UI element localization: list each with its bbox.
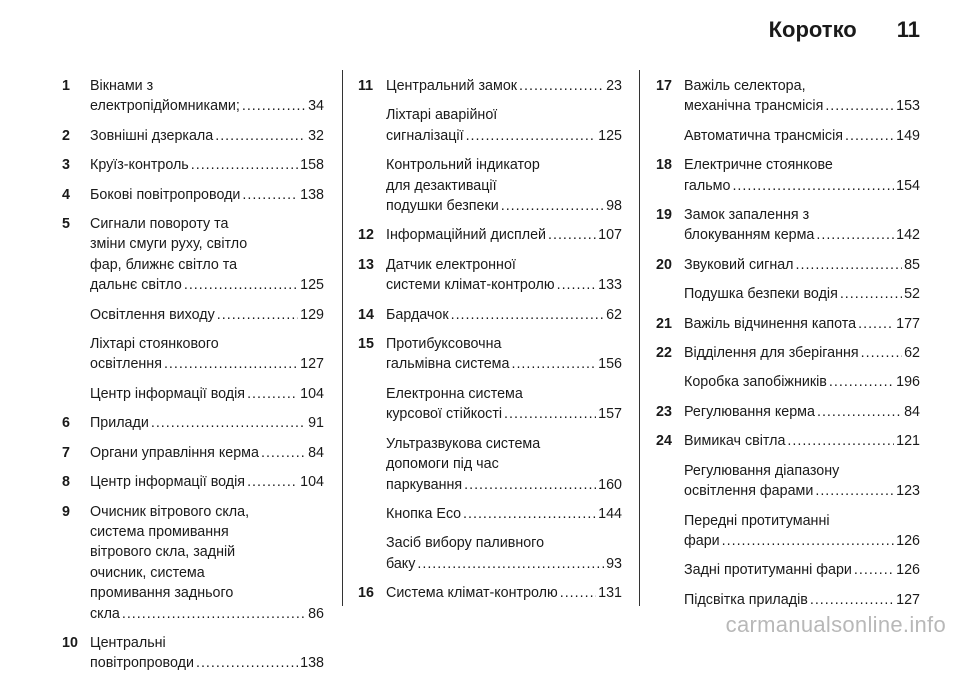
entry-label: Бокові повітропроводи	[90, 186, 241, 203]
entry-text-line: система промивання	[90, 523, 229, 540]
index-entry	[62, 443, 324, 463]
entry-reference-line	[684, 431, 920, 451]
index-entry	[62, 384, 324, 404]
index-entry	[358, 155, 622, 216]
page-reference[interactable]: 177	[896, 315, 920, 332]
entry-label: Органи управління керма	[90, 444, 259, 461]
index-entry	[358, 225, 622, 245]
dot-leader	[451, 305, 605, 325]
entry-label: курсової стійкості	[386, 406, 503, 423]
entry-reference-line	[90, 443, 324, 463]
page-reference[interactable]: 85	[904, 256, 920, 273]
watermark-text: carmanualsonline.info	[725, 612, 946, 637]
entry-text-line: допомоги під час	[386, 456, 499, 473]
index-entry	[62, 155, 324, 175]
page-reference[interactable]: 121	[896, 433, 920, 450]
entry-reference-line	[90, 275, 324, 295]
page-reference[interactable]: 125	[598, 127, 622, 144]
entry-text-line: Ліхтарі аварійної	[386, 107, 498, 124]
entry-reference-line	[684, 255, 920, 275]
column-divider	[639, 70, 640, 606]
page-reference[interactable]: 123	[896, 483, 920, 500]
entry-label: Кнопка Eco	[386, 505, 462, 522]
item-number: 22	[656, 345, 672, 362]
entry-text-line: Передні протитуманні	[684, 512, 830, 529]
entry-reference-line	[90, 472, 324, 492]
dot-leader	[810, 590, 894, 610]
item-number: 13	[358, 256, 374, 273]
index-entry	[656, 155, 920, 196]
page-reference[interactable]: 62	[904, 345, 920, 362]
page-reference[interactable]: 127	[300, 356, 324, 373]
dot-leader	[796, 255, 903, 275]
dot-leader	[261, 443, 306, 463]
dot-leader	[164, 354, 298, 374]
entry-reference-line	[90, 96, 324, 116]
page-reference[interactable]: 98	[606, 198, 622, 215]
entry-reference-line	[684, 372, 920, 392]
index-entry	[656, 284, 920, 304]
index-entry	[358, 305, 622, 325]
item-number: 6	[62, 415, 70, 432]
entry-text-line: Протибуксовочна	[386, 336, 502, 353]
entry-reference-line	[684, 225, 920, 245]
entry-label: Коробка запобіжників	[684, 374, 827, 391]
dot-leader	[854, 560, 894, 580]
dot-leader	[732, 176, 894, 196]
dot-leader	[151, 413, 306, 433]
entry-label: подушки безпеки	[386, 198, 499, 215]
index-entry	[62, 126, 324, 146]
item-number: 4	[62, 186, 70, 203]
entry-text-line: Замок запалення з	[684, 207, 810, 224]
page-reference[interactable]: 125	[300, 277, 324, 294]
entry-label: Автоматична трансмісія	[684, 127, 843, 144]
entry-reference-line	[386, 196, 622, 216]
index-entry	[656, 343, 920, 363]
entry-text-line: Регулювання діапазону	[684, 462, 840, 479]
entry-reference-line	[684, 560, 920, 580]
entry-label: скла	[90, 605, 120, 622]
index-entry	[358, 105, 622, 146]
page-reference[interactable]: 93	[606, 555, 622, 572]
entry-label: механічна трансмісія	[684, 98, 824, 115]
entry-label: Круїз-контроль	[90, 157, 189, 174]
entry-reference-line	[386, 475, 622, 495]
item-number: 20	[656, 256, 672, 273]
entry-reference-line	[386, 354, 622, 374]
entry-reference-line	[386, 404, 622, 424]
entry-text-line: Вікнами з	[90, 78, 154, 94]
entry-label: Освітлення виходу	[90, 306, 215, 323]
index-entry	[656, 560, 920, 580]
index-entry	[358, 255, 622, 296]
index-entry	[656, 255, 920, 275]
entry-label: Зовнішні дзеркала	[90, 127, 214, 144]
dot-leader	[548, 225, 596, 245]
entry-label: баку	[386, 555, 416, 572]
entry-reference-line	[684, 531, 920, 551]
entry-reference-line	[684, 481, 920, 501]
page-reference[interactable]: 104	[300, 385, 324, 402]
entry-label: гальмівна система	[386, 356, 510, 373]
entry-text-line: Електричне стоянкове	[684, 157, 833, 174]
entry-text-line: Центральні	[90, 634, 166, 651]
entry-text-line: Ультразвукова система	[386, 435, 541, 452]
page-reference[interactable]: 86	[308, 605, 324, 622]
index-entry	[358, 334, 622, 375]
page-reference[interactable]: 142	[896, 227, 920, 244]
dot-leader	[817, 402, 902, 422]
entry-label: паркування	[386, 476, 463, 493]
entry-label: Центр інформації водія	[90, 385, 246, 402]
entry-label: сигналізації	[386, 127, 464, 144]
entry-label: фари	[684, 532, 720, 549]
dot-leader	[722, 531, 894, 551]
entry-reference-line	[90, 185, 324, 205]
entry-label: Звуковий сигнал	[684, 256, 794, 273]
item-number: 9	[62, 503, 70, 520]
item-number: 5	[62, 216, 70, 233]
entry-label: Відділення для зберігання	[684, 345, 859, 362]
entry-text-line: Датчик електронної	[386, 256, 516, 273]
index-entry	[62, 472, 324, 492]
dot-leader	[519, 76, 604, 96]
dot-leader	[815, 481, 894, 501]
index-column-3	[656, 76, 920, 619]
entry-text-line: Засіб вибору паливного	[386, 535, 545, 552]
dot-leader	[242, 96, 306, 116]
entry-reference-line	[90, 653, 324, 673]
entry-reference-line	[386, 583, 622, 603]
page-header	[769, 17, 920, 43]
entry-text-line: Електронна система	[386, 385, 523, 402]
index-entry	[656, 590, 920, 610]
entry-label: Вимикач світла	[684, 433, 786, 450]
entry-text-line: Очисник вітрового скла,	[90, 503, 250, 520]
page-reference[interactable]: 52	[904, 286, 920, 303]
index-column-1	[62, 76, 324, 683]
page-reference[interactable]: 160	[598, 476, 622, 493]
entry-text-line: для дезактивації	[386, 177, 497, 194]
dot-leader	[504, 404, 596, 424]
page-reference[interactable]: 157	[598, 406, 622, 423]
entry-label: Важіль відчинення капота	[684, 315, 857, 332]
dot-leader	[825, 96, 894, 116]
index-entry	[656, 76, 920, 117]
entry-label: блокуванням керма	[684, 227, 815, 244]
index-entry	[656, 126, 920, 146]
index-entry	[656, 372, 920, 392]
index-entry	[62, 76, 324, 117]
item-number: 16	[358, 585, 374, 602]
item-number: 2	[62, 127, 70, 144]
entry-label: освітлення фарами	[684, 483, 814, 500]
dot-leader	[466, 126, 597, 146]
entry-label: Система клімат-контролю	[386, 585, 558, 602]
entry-text-line: Контрольний індикатор	[386, 157, 540, 174]
index-entry	[358, 384, 622, 425]
entry-text-line: Сигнали повороту та	[90, 216, 229, 233]
entry-label: Бардачок	[386, 306, 449, 323]
dot-leader	[217, 305, 298, 325]
page-reference[interactable]: 104	[300, 474, 324, 491]
entry-reference-line	[386, 76, 622, 96]
entry-reference-line	[386, 126, 622, 146]
page-reference[interactable]: 84	[904, 403, 920, 420]
page-reference[interactable]: 156	[598, 356, 622, 373]
entry-text-line: промивання заднього	[90, 585, 234, 602]
entry-reference-line	[386, 504, 622, 524]
dot-leader	[196, 653, 298, 673]
entry-reference-line	[90, 354, 324, 374]
entry-label: Прилади	[90, 415, 149, 432]
entry-reference-line	[684, 343, 920, 363]
dot-leader	[184, 275, 298, 295]
page-number: 11	[896, 17, 920, 42]
item-number: 19	[656, 207, 672, 224]
entry-label: системи клімат-контролю	[386, 277, 555, 294]
dot-leader	[861, 343, 902, 363]
entry-label: гальмо	[684, 177, 731, 194]
dot-leader	[511, 354, 596, 374]
entry-label: Задні протитуманні фари	[684, 562, 852, 579]
item-number: 23	[656, 403, 672, 420]
item-number: 7	[62, 444, 70, 461]
item-number: 1	[62, 78, 70, 94]
dot-leader	[560, 583, 596, 603]
entry-reference-line	[90, 384, 324, 404]
entry-reference-line	[684, 314, 920, 334]
entry-reference-line	[90, 305, 324, 325]
entry-label: Центр інформації водія	[90, 474, 246, 491]
dot-leader	[247, 384, 298, 404]
item-number: 18	[656, 157, 672, 174]
index-entry	[62, 214, 324, 296]
item-number: 15	[358, 336, 374, 353]
entry-reference-line	[684, 96, 920, 116]
entry-reference-line	[684, 176, 920, 196]
dot-leader	[858, 314, 894, 334]
entry-reference-line	[90, 155, 324, 175]
entry-label: Центральний замок	[386, 78, 518, 94]
dot-leader	[242, 185, 298, 205]
entry-label: освітлення	[90, 356, 162, 373]
item-number: 10	[62, 634, 78, 651]
index-entry	[656, 511, 920, 552]
index-entry	[656, 431, 920, 451]
entry-text-line: вітрового скла, задній	[90, 544, 236, 561]
index-entry	[358, 583, 622, 603]
item-number: 24	[656, 433, 672, 450]
entry-reference-line	[90, 126, 324, 146]
column-divider	[342, 70, 343, 606]
index-entry	[358, 76, 622, 96]
entry-reference-line	[90, 604, 324, 624]
entry-text-line: фар, ближнє світло та	[90, 256, 238, 273]
entry-text-line: Ліхтарі стоянкового	[90, 336, 219, 353]
entry-reference-line	[684, 284, 920, 304]
entry-text-line: зміни смуги руху, світло	[90, 236, 248, 253]
index-entry	[656, 461, 920, 502]
index-entry	[656, 314, 920, 334]
entry-text-line: очисник, система	[90, 564, 205, 581]
dot-leader	[417, 554, 604, 574]
dot-leader	[816, 225, 894, 245]
dot-leader	[464, 475, 596, 495]
index-entry	[62, 413, 324, 433]
chapter-title: Коротко	[768, 17, 857, 42]
entry-reference-line	[386, 225, 622, 245]
dot-leader	[463, 504, 596, 524]
entry-reference-line	[684, 402, 920, 422]
entry-reference-line	[386, 554, 622, 574]
entry-reference-line	[684, 126, 920, 146]
page-reference[interactable]: 23	[606, 78, 622, 94]
page-reference[interactable]: 62	[606, 306, 622, 323]
entry-label: Регулювання керма	[684, 403, 815, 420]
entry-text-line: Важіль селектора,	[684, 78, 806, 94]
index-column-2	[358, 76, 622, 613]
page-reference[interactable]: 129	[300, 306, 324, 323]
page-reference[interactable]: 158	[300, 157, 324, 174]
page-reference[interactable]: 34	[308, 98, 324, 115]
item-number: 21	[656, 315, 672, 332]
entry-reference-line	[386, 275, 622, 295]
item-number: 8	[62, 474, 70, 491]
dot-leader	[191, 155, 298, 175]
entry-reference-line	[90, 413, 324, 433]
item-number: 12	[358, 227, 374, 244]
item-number: 17	[656, 78, 672, 94]
entry-label: повітропроводи	[90, 655, 194, 672]
entry-label: електропідйомниками;	[90, 98, 240, 115]
page-reference[interactable]: 32	[308, 127, 324, 144]
dot-leader	[501, 196, 604, 216]
index-entry	[62, 185, 324, 205]
dot-leader	[557, 275, 597, 295]
index-entry	[358, 533, 622, 574]
page-reference[interactable]: 84	[308, 444, 324, 461]
entry-label: Інформаційний дисплей	[386, 227, 547, 244]
item-number: 11	[358, 78, 374, 94]
page-reference[interactable]: 126	[896, 562, 920, 579]
entry-label: Подушка безпеки водія	[684, 286, 838, 303]
entry-label: дальнє світло	[90, 277, 182, 294]
dot-leader	[845, 126, 894, 146]
entry-reference-line	[386, 305, 622, 325]
entry-reference-line	[684, 590, 920, 610]
page-reference[interactable]: 138	[300, 655, 324, 672]
dot-leader	[122, 604, 306, 624]
page-reference[interactable]: 138	[300, 186, 324, 203]
page-reference[interactable]: 133	[598, 277, 622, 294]
page-reference[interactable]: 149	[896, 127, 920, 144]
index-entry	[656, 402, 920, 422]
page-reference[interactable]: 107	[598, 227, 622, 244]
dot-leader	[829, 372, 894, 392]
page-reference[interactable]: 154	[896, 177, 920, 194]
index-entry	[62, 334, 324, 375]
index-entry	[62, 305, 324, 325]
index-entry	[656, 205, 920, 246]
page-reference[interactable]: 131	[598, 585, 622, 602]
item-number: 3	[62, 157, 70, 174]
dot-leader	[787, 431, 894, 451]
page-reference[interactable]: 127	[896, 591, 920, 608]
entry-label: Підсвітка приладів	[684, 591, 808, 608]
page-reference[interactable]: 153	[896, 98, 920, 115]
dot-leader	[840, 284, 902, 304]
dot-leader	[215, 126, 306, 146]
page-reference[interactable]: 196	[896, 374, 920, 391]
index-entry	[358, 504, 622, 524]
page-reference[interactable]: 126	[896, 532, 920, 549]
dot-leader	[247, 472, 298, 492]
page-reference[interactable]: 91	[308, 415, 324, 432]
index-entry	[358, 434, 622, 495]
index-entry	[62, 633, 324, 674]
item-number: 14	[358, 306, 374, 323]
index-entry	[62, 502, 324, 624]
page-reference[interactable]: 144	[598, 505, 622, 522]
